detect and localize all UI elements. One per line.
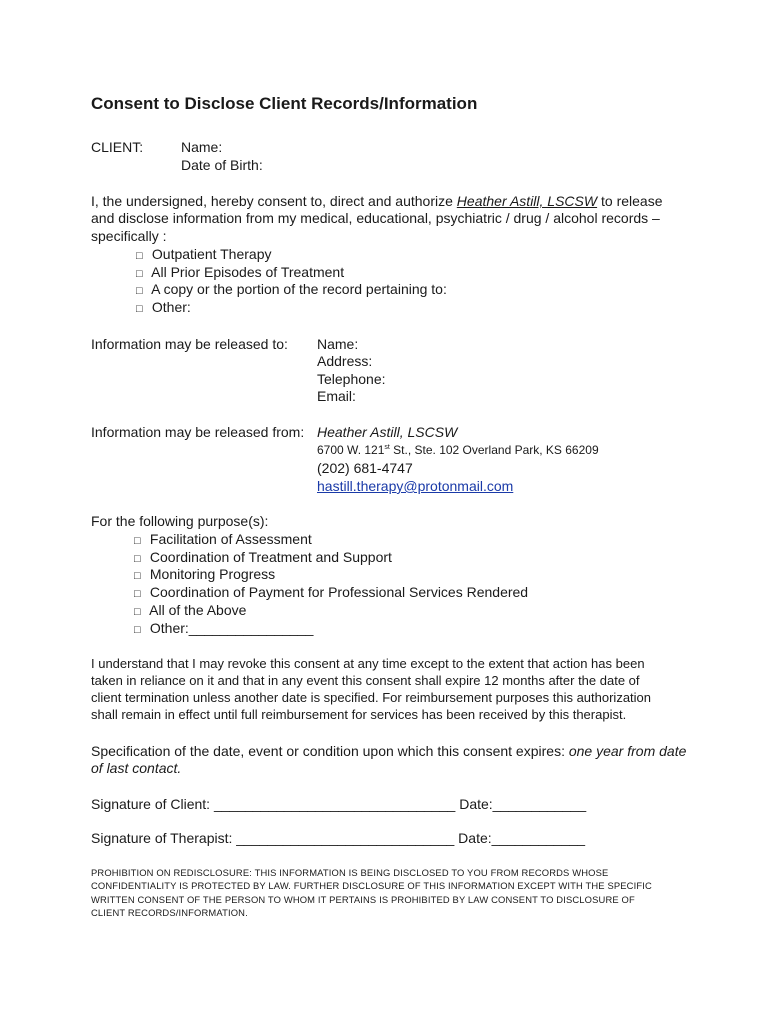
record-option-label: Other: — [151, 299, 191, 315]
revoke-line: shall remain in effect until full reimbursement for services has been received by this therapist. — [91, 707, 627, 722]
prohibition-line: CLIENT RECORDS/INFORMATION. — [91, 907, 248, 918]
checkbox-icon[interactable]: □ — [134, 624, 141, 636]
provider-name: Heather Astill, LSCSW — [317, 424, 458, 440]
checkbox-icon[interactable]: □ — [136, 250, 143, 262]
client-dob-label: Date of Birth: — [181, 157, 263, 173]
purpose-option-label: Monitoring Progress — [149, 566, 276, 582]
revoke-line: I understand that I may revoke this consent at any time except to the extent that action has been — [91, 656, 645, 671]
therapist-signature-line[interactable]: Signature of Therapist: ____________________________ Date:____________ — [91, 830, 586, 846]
client-signature-line[interactable]: Signature of Client: _______________________________ Date:____________ — [91, 796, 587, 812]
checkbox-icon[interactable]: □ — [134, 570, 141, 582]
client-label: CLIENT: — [91, 139, 144, 155]
prohibition-line: PROHIBITION ON REDISCLOSURE: THIS INFORMATION IS BEING DISCLOSED TO YOU FROM RECORDS WHOSE — [91, 867, 609, 878]
purpose-option[interactable] — [134, 602, 246, 621]
provider-address: 6700 W. 121st St., Ste. 102 Overland Park, KS 66209 — [317, 443, 599, 457]
provider-email-link[interactable]: hastill.therapy@protonmail.com — [317, 478, 514, 494]
recipient-name-label: Name: — [317, 336, 359, 352]
released-from-label: Information may be released from: — [91, 424, 305, 440]
expiry-line-1 — [91, 743, 686, 760]
record-option[interactable] — [136, 246, 272, 265]
prohibition-line: WRITTEN CONSENT OF THE PERSON TO WHOM IT PERTAINS IS PROHIBITED BY LAW CONSENT TO DISCLOSURE OF — [91, 894, 635, 905]
checkbox-icon[interactable]: □ — [136, 303, 143, 315]
recipient-email-label: Email: — [317, 388, 356, 404]
record-option-label: All Prior Episodes of Treatment — [151, 264, 345, 280]
expiry-text: Specification of the date, event or condition upon which this consent expires: — [91, 743, 565, 759]
checkbox-icon[interactable]: □ — [134, 606, 141, 618]
purpose-option-label: Coordination of Payment for Professional Services Rendered — [149, 584, 529, 600]
checkbox-icon[interactable]: □ — [136, 285, 143, 297]
document-title: Consent to Disclose Client Records/Information — [91, 94, 478, 113]
checkbox-icon[interactable]: □ — [136, 268, 143, 280]
consent-line-3: specifically : — [91, 228, 167, 244]
record-option[interactable] — [136, 299, 191, 318]
purpose-option[interactable] — [134, 584, 528, 603]
client-name-label: Name: — [181, 139, 223, 155]
released-to-label: Information may be released to: — [91, 336, 288, 352]
purpose-option-label: Facilitation of Assessment — [149, 531, 312, 547]
consent-after-therapist: to release — [601, 193, 663, 209]
purpose-option-label: All of the Above — [149, 602, 247, 618]
purpose-option-label: Coordination of Treatment and Support — [149, 549, 392, 565]
record-option[interactable] — [136, 281, 447, 300]
provider-phone: (202) 681-4747 — [317, 460, 413, 476]
recipient-address-label: Address: — [317, 353, 373, 369]
consent-line-1 — [91, 193, 662, 210]
revoke-line: taken in reliance on it and that in any event this consent shall expire 12 months after the date of — [91, 673, 640, 688]
record-option-label: A copy or the portion of the record pertaining to: — [151, 281, 447, 297]
revoke-line: client termination unless another date is specified. For reimbursement purposes this authorization — [91, 690, 652, 705]
checkbox-icon[interactable]: □ — [134, 553, 141, 565]
purpose-option-label: Other:________________ — [149, 620, 314, 636]
recipient-telephone-label: Telephone: — [317, 371, 386, 387]
consent-intro: I, the undersigned, hereby consent to, direct and authorize — [91, 193, 453, 209]
authorized-therapist: Heather Astill, LSCSW — [456, 193, 598, 209]
checkbox-icon[interactable]: □ — [134, 535, 141, 547]
consent-line-2: and disclose information from my medical, educational, psychiatric / drug / alcohol records – — [91, 210, 660, 226]
expiry-value-continued: of last contact. — [91, 760, 182, 776]
purpose-option[interactable] — [134, 566, 275, 585]
checkbox-icon[interactable]: □ — [134, 588, 141, 600]
purpose-option[interactable] — [134, 620, 313, 639]
record-option-label: Outpatient Therapy — [151, 246, 272, 262]
purpose-option[interactable] — [134, 531, 312, 550]
prohibition-line: CONFIDENTIALITY IS PROTECTED BY LAW. FURTHER DISCLOSURE OF THIS INFORMATION EXCEPT WITH THE SPECIFIC — [91, 880, 652, 891]
purposes-heading: For the following purpose(s): — [91, 513, 269, 529]
expiry-value: one year from date — [568, 743, 687, 759]
